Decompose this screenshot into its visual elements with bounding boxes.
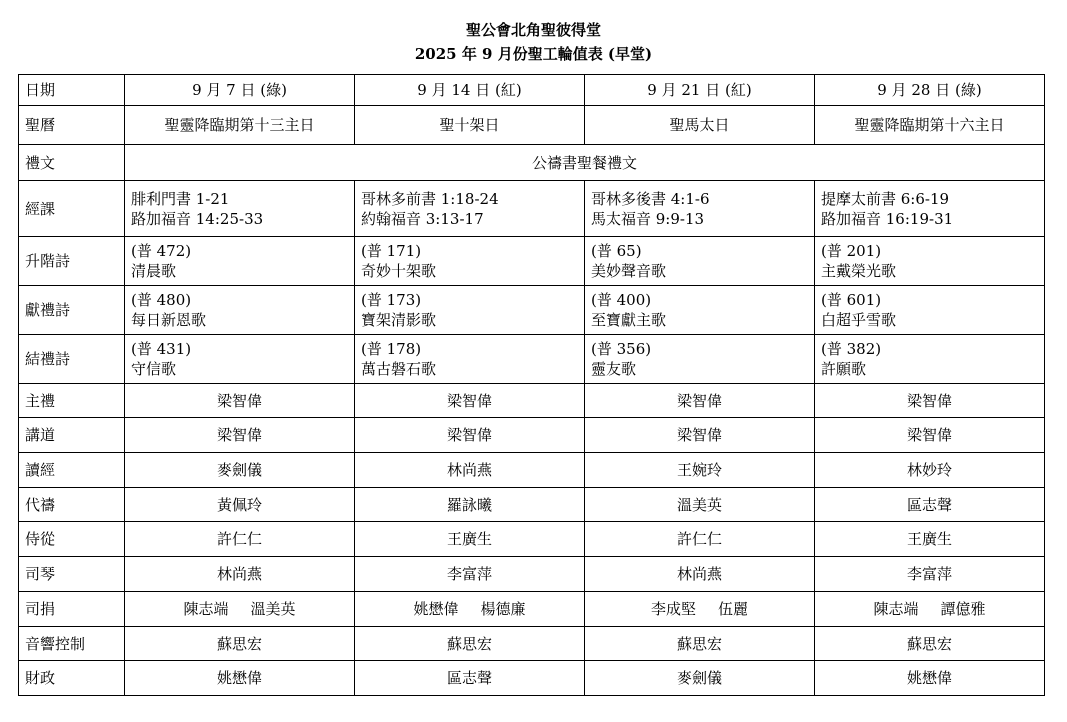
person-cell: 姚懋偉 <box>815 661 1045 696</box>
row-label-closing-hymn: 結禮詩 <box>19 335 125 384</box>
hymn-title: 守信歌 <box>131 360 177 378</box>
hymn-title: 主戴榮光歌 <box>821 262 897 280</box>
person-cell: 梁智偉 <box>355 384 585 418</box>
row-label-preacher: 講道 <box>19 418 125 453</box>
calendar-cell: 聖靈降臨期第十六主日 <box>815 106 1045 145</box>
person-cell: 許仁仁 <box>125 522 355 557</box>
column-header-date: 9 月 28 日 (綠) <box>815 75 1045 106</box>
hymn-number: (普 431) <box>131 340 192 358</box>
row-celebrant <box>19 384 1045 418</box>
person-cell: 麥劍儀 <box>125 453 355 488</box>
row-label-server: 侍從 <box>19 522 125 557</box>
row-label-organist: 司琴 <box>19 557 125 592</box>
person-cell: 溫美英 <box>585 488 815 522</box>
readings-cell <box>585 181 815 237</box>
hymn-number: (普 171) <box>361 242 422 260</box>
hymn-title: 美妙聲音歌 <box>591 262 667 280</box>
hymn-title: 萬古磐石歌 <box>361 360 437 378</box>
row-label-celebrant: 主禮 <box>19 384 125 418</box>
reading-line: 哥林多前書 1:18-24 <box>361 189 499 208</box>
row-label-sound: 音響控制 <box>19 627 125 661</box>
row-entrance-hymn <box>19 237 1045 286</box>
page-subtitle: 2025 年 9 月份聖工輪值表 (早堂) <box>414 45 653 63</box>
readings-cell <box>125 181 355 237</box>
readings-cell <box>355 181 585 237</box>
person-cell: 區志聲 <box>355 661 585 696</box>
row-label-readings: 經課 <box>19 181 125 237</box>
person-cell: 梁智偉 <box>585 418 815 453</box>
person-cell: 姚懋偉 <box>125 661 355 696</box>
hymn-number: (普 382) <box>821 340 882 358</box>
row-label-finance: 財政 <box>19 661 125 696</box>
hymn-number: (普 173) <box>361 291 422 309</box>
row-label-liturgy: 禮文 <box>19 145 125 181</box>
row-readings <box>19 181 1045 237</box>
person-name: 楊德廉 <box>480 600 526 618</box>
row-reader <box>19 453 1045 488</box>
hymn-title: 靈友歌 <box>591 360 637 378</box>
reading-line: 路加福音 14:25-33 <box>131 209 264 228</box>
hymn-title: 寶架清影歌 <box>361 311 437 329</box>
row-liturgy <box>19 145 1045 181</box>
hymn-cell <box>585 237 815 286</box>
person-name: 陳志端 <box>873 600 919 618</box>
collectors-cell <box>355 592 585 627</box>
person-cell: 李富萍 <box>815 557 1045 592</box>
column-header-date: 9 月 7 日 (綠) <box>125 75 355 106</box>
liturgy-cell: 公禱書聖餐禮文 <box>125 145 1045 181</box>
hymn-number: (普 201) <box>821 242 882 260</box>
row-label-date: 日期 <box>19 75 125 106</box>
person-cell: 羅詠曦 <box>355 488 585 522</box>
person-cell: 黃佩玲 <box>125 488 355 522</box>
person-cell: 麥劍儀 <box>585 661 815 696</box>
reading-line: 馬太福音 9:9-13 <box>591 209 705 228</box>
reading-line: 提摩太前書 6:6-19 <box>821 189 950 208</box>
collectors-cell <box>125 592 355 627</box>
hymn-cell <box>815 237 1045 286</box>
reading-line: 腓利門書 1-21 <box>131 189 230 208</box>
person-cell: 蘇思宏 <box>585 627 815 661</box>
hymn-number: (普 178) <box>361 340 422 358</box>
column-header-date: 9 月 14 日 (紅) <box>355 75 585 106</box>
person-cell: 梁智偉 <box>125 418 355 453</box>
person-cell: 蘇思宏 <box>815 627 1045 661</box>
hymn-cell <box>125 286 355 335</box>
row-server <box>19 522 1045 557</box>
person-name: 陳志端 <box>183 600 229 618</box>
person-name: 李成堅 <box>650 600 696 618</box>
person-cell: 梁智偉 <box>815 384 1045 418</box>
person-cell: 區志聲 <box>815 488 1045 522</box>
reading-line: 約翰福音 3:13-17 <box>361 209 484 228</box>
row-offertory-hymn <box>19 286 1045 335</box>
row-collectors <box>19 592 1045 627</box>
row-label-offertory-hymn: 獻禮詩 <box>19 286 125 335</box>
calendar-cell: 聖靈降臨期第十三主日 <box>125 106 355 145</box>
row-label-collectors: 司捐 <box>19 592 125 627</box>
person-cell: 林妙玲 <box>815 453 1045 488</box>
row-sound <box>19 627 1045 661</box>
hymn-number: (普 356) <box>591 340 652 358</box>
row-closing-hymn <box>19 335 1045 384</box>
reading-line: 路加福音 16:19-31 <box>821 209 954 228</box>
hymn-cell <box>815 335 1045 384</box>
hymn-number: (普 472) <box>131 242 192 260</box>
person-cell: 王婉玲 <box>585 453 815 488</box>
person-name: 伍麗 <box>718 600 749 618</box>
column-header-date: 9 月 21 日 (紅) <box>585 75 815 106</box>
hymn-number: (普 65) <box>591 242 642 260</box>
person-cell: 梁智偉 <box>125 384 355 418</box>
row-calendar <box>19 106 1045 145</box>
person-cell: 蘇思宏 <box>125 627 355 661</box>
person-cell: 梁智偉 <box>585 384 815 418</box>
hymn-cell <box>355 237 585 286</box>
person-cell: 李富萍 <box>355 557 585 592</box>
row-finance <box>19 661 1045 696</box>
person-name: 譚億雅 <box>940 600 986 618</box>
hymn-cell <box>125 237 355 286</box>
reading-line: 哥林多後書 4:1-6 <box>591 189 710 208</box>
hymn-title: 每日新恩歌 <box>131 311 207 329</box>
row-label-entrance-hymn: 升階詩 <box>19 237 125 286</box>
person-name: 姚懋偉 <box>413 600 459 618</box>
row-label-calendar: 聖曆 <box>19 106 125 145</box>
hymn-number: (普 601) <box>821 291 882 309</box>
row-organist <box>19 557 1045 592</box>
hymn-cell <box>585 335 815 384</box>
hymn-cell <box>355 335 585 384</box>
hymn-title: 許願歌 <box>821 360 867 378</box>
hymn-title: 白超乎雪歌 <box>821 311 897 329</box>
person-cell: 林尚燕 <box>125 557 355 592</box>
row-label-intercessor: 代禱 <box>19 488 125 522</box>
person-name: 溫美英 <box>250 600 296 618</box>
readings-cell <box>815 181 1045 237</box>
hymn-title: 清晨歌 <box>131 262 177 280</box>
person-cell: 許仁仁 <box>585 522 815 557</box>
person-cell: 蘇思宏 <box>355 627 585 661</box>
hymn-number: (普 400) <box>591 291 652 309</box>
hymn-cell <box>585 286 815 335</box>
hymn-cell <box>355 286 585 335</box>
collectors-cell <box>585 592 815 627</box>
hymn-cell <box>815 286 1045 335</box>
roster-table <box>18 74 1045 696</box>
page-title: 聖公會北角聖彼得堂 <box>465 21 601 39</box>
row-date <box>19 75 1045 106</box>
row-intercessor <box>19 488 1045 522</box>
calendar-cell: 聖馬太日 <box>585 106 815 145</box>
person-cell: 王廣生 <box>355 522 585 557</box>
person-cell: 王廣生 <box>815 522 1045 557</box>
hymn-number: (普 480) <box>131 291 192 309</box>
calendar-cell: 聖十架日 <box>355 106 585 145</box>
person-cell: 梁智偉 <box>355 418 585 453</box>
person-cell: 林尚燕 <box>585 557 815 592</box>
hymn-title: 奇妙十架歌 <box>361 262 437 280</box>
row-label-reader: 讀經 <box>19 453 125 488</box>
hymn-title: 至寶獻主歌 <box>591 311 667 329</box>
hymn-cell <box>125 335 355 384</box>
person-cell: 梁智偉 <box>815 418 1045 453</box>
row-preacher <box>19 418 1045 453</box>
person-cell: 林尚燕 <box>355 453 585 488</box>
collectors-cell <box>815 592 1045 627</box>
